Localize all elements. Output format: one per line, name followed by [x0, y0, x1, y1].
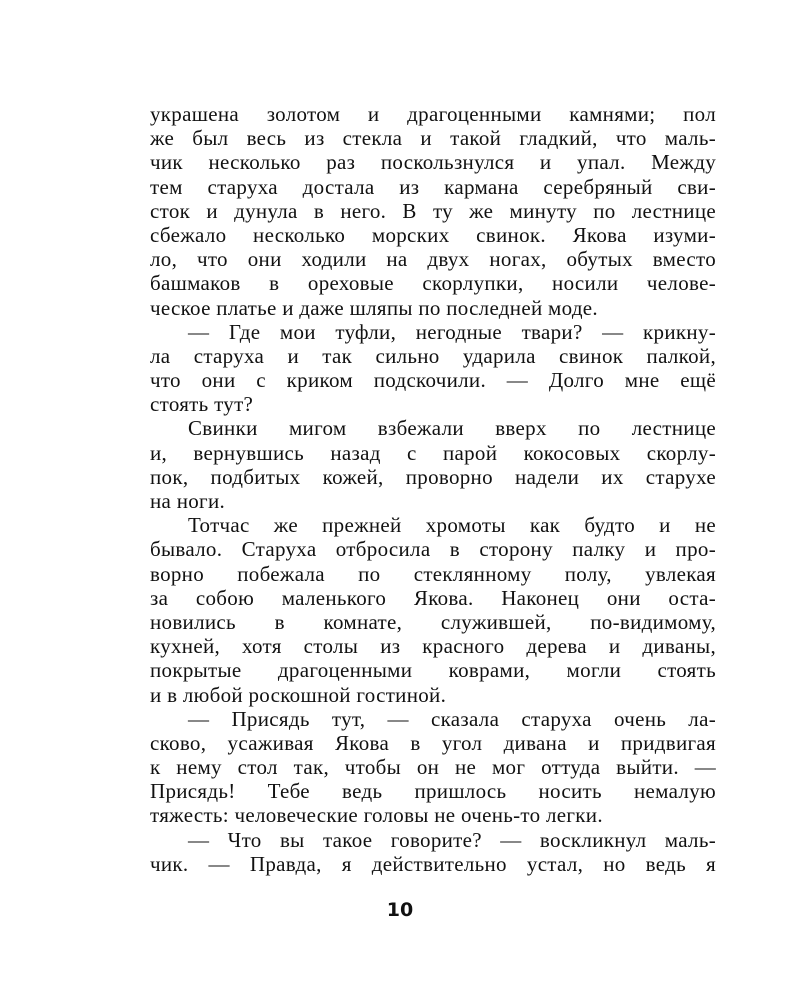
- text-line: покрытые драгоценными коврами, могли стоять: [150, 658, 716, 683]
- text-line: же был весь из стекла и такой гладкий, что маль-: [150, 126, 716, 151]
- text-line: за собою маленького Якова. Наконец они оста-: [150, 585, 716, 610]
- text-line: сково, усаживая Якова в угол дивана и придвигая: [150, 730, 716, 755]
- text-line: бывало. Старуха отбросила в сторону палку и про-: [150, 537, 716, 562]
- text-line: ворно побежала по стеклянному полу, увлекая: [150, 561, 716, 586]
- text-line: и в любой роскошной гостиной.: [150, 682, 447, 707]
- text-line: кухней, хотя столы из красного дерева и диваны,: [150, 634, 716, 659]
- text-line: ла старуха и так сильно ударила свинок палкой,: [150, 343, 716, 368]
- text-line: новились в комнате, служившей, по-видимому,: [150, 609, 716, 634]
- text-line: — Что вы такое говорите? — воскликнул маль-: [188, 827, 716, 852]
- text-line: пок, подбитых кожей, проворно надели их старухе: [150, 464, 716, 489]
- text-line: тем старуха достала из кармана серебряный сви-: [150, 174, 716, 199]
- text-line: ческое платье и даже шляпы по последней моде.: [150, 295, 598, 320]
- text-line: сток и дунула в него. В ту же минуту по лестнице: [150, 198, 716, 223]
- text-line: что они с криком подскочили. — Долго мне ещё: [150, 368, 716, 393]
- text-line: — Присядь тут, — сказала старуха очень ла-: [188, 706, 716, 731]
- text-line: ло, что они ходили на двух ногах, обутых вместо: [150, 247, 716, 272]
- text-line: Свинки мигом взбежали вверх по лестнице: [188, 416, 716, 441]
- text-line: украшена золотом и драгоценными камнями; пол: [150, 102, 716, 126]
- text-line: стоять тут?: [150, 392, 254, 417]
- text-line: сбежало несколько морских свинок. Якова изуми-: [150, 222, 716, 247]
- text-line: Присядь! Тебе ведь пришлось носить немалую: [150, 779, 716, 804]
- text-line: Тотчас же прежней хромоты как будто и не: [188, 513, 716, 538]
- text-line: и, вернувшись назад с парой кокосовых скорлу-: [150, 440, 716, 465]
- text-line: на ноги.: [150, 489, 226, 513]
- text-line: башмаков в ореховые скорлупки, носили челове-: [150, 271, 716, 296]
- page-number: 10: [386, 899, 414, 921]
- text-line: к нему стол так, чтобы он не мог оттуда выйти. —: [150, 755, 716, 780]
- text-line: — Где мои туфли, негодные твари? — крикну-: [188, 319, 716, 344]
- text-line: чик. — Правда, я действительно устал, но ведь я: [150, 851, 716, 876]
- body-text: [150, 102, 716, 876]
- text-line: тяжесть: человеческие головы не очень-то легки.: [150, 803, 603, 828]
- text-line: чик несколько раз поскользнулся и упал. Между: [150, 150, 716, 175]
